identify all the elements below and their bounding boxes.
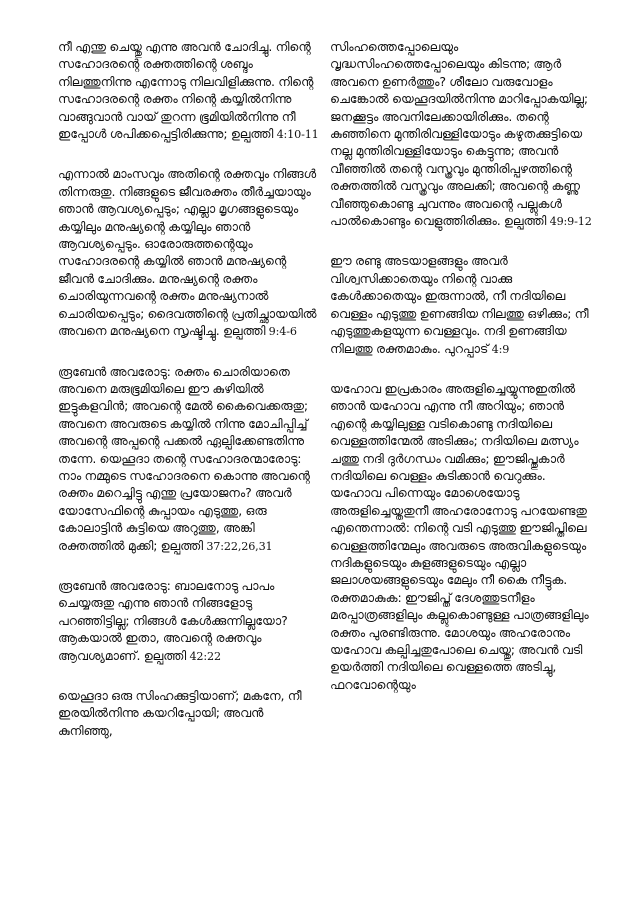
verse-paragraph — [330, 38, 592, 230]
verse-reference: 49:9-12 — [549, 215, 592, 229]
right-column — [330, 38, 592, 715]
verse-reference: 4:10-11 — [276, 128, 319, 142]
verse-paragraph — [330, 252, 592, 357]
verse-text: എന്നാൽ മാംസവും അതിന്റെ രക്തവും നിങ്ങൾ തിന്നരുതു. നിങ്ങളുടെ ജീവരക്തം തീർച്ചയായും ഞാൻ ആവശ്യപ്പെടും; എല്ലാ മൃഗങ്ങളുടെയും കയ്യിലും മനുഷ്യന്റെ കയ്യിലും ഞാൻ ആവശ്യപ്പെടും. ഓരോരുത്തന്റെയും സഹോദരന്റെ കയ്യിൽ ഞാൻ മനുഷ്യന്റെ ജീവൻ ചോദിക്കും. മനുഷ്യന്റെ രക്തം ചൊരിയുന്നവന്റെ രക്തം മനുഷ്യനാൽ ചൊരിയപ്പെടും; ദൈവത്തിന്റെ പ്രതിച്ഛായയിൽ അവനെ മനുഷ്യനെ സൃഷ്ടിച്ചു. ഉല്പത്തി — [58, 166, 317, 339]
verse-paragraph — [58, 165, 320, 340]
verse-text: യെഹൂദാ ഒരു സിംഹക്കുട്ടിയാണ്; മകനേ, നീ ഇരയിൽനിന്നു കയറിപ്പോയി; അവൻ കുനിഞ്ഞു, — [58, 688, 302, 738]
verse-paragraph — [58, 577, 320, 665]
verse-text: രൂബേൻ അവരോടു: ബാലനോടു പാപം ചെയ്യരുതു എന്നു ഞാൻ നിങ്ങളോടു പറഞ്ഞിട്ടില്ല; നിങ്ങൾ കേൾക്കുന്നില്ലയോ? ആകയാൽ ഇതാ, അവന്റെ രക്തവും ആവശ്യമാണ്. ഉല്പത്തി — [58, 577, 288, 663]
verse-paragraph — [58, 38, 320, 143]
left-column — [58, 38, 320, 761]
verse-text: നീ എന്തു ചെയ്തു എന്നു അവൻ ചോദിച്ചു. നിന്റെ സഹോദരന്റെ രക്തത്തിന്റെ ശബ്ദം നിലത്തുനിന്നു എന്നോടു നിലവിളിക്കുന്നു. നിന്റെ സഹോദരന്റെ രക്തം നിന്റെ കയ്യിൽനിന്നു വാങ്ങുവാൻ വായ് തുറന്ന ഭൂമിയിൽനിന്നു നീ ഇപ്പോൾ ശപിക്കപ്പെട്ടിരിക്കുന്നു; ഉല്പത്തി — [58, 39, 314, 142]
verse-paragraph — [58, 687, 320, 739]
verse-reference: 37:22,26,31 — [206, 539, 273, 553]
verse-text: സിംഹത്തെപ്പോലെയും വൃദ്ധസിംഹത്തെപ്പോലെയും കിടന്നു; ആർ അവനെ ഉണർത്തും? ശീലോ വരുവോളം ചെങ്കോൽ യെഹൂദയിൽനിന്നു മാറിപ്പോകയില്ല; ജനക്കൂട്ടം അവനിലേക്കായിരിക്കും. തന്റെ കുഞ്ഞിനെ മുന്തിരിവള്ളിയോടും കഴുതക്കുട്ടിയെ നല്ല മുന്തിരിവള്ളിയോടും കെട്ടുന്നു; അവൻ വീഞ്ഞിൽ തന്റെ വസ്ത്രവും മുന്തിരിപ്പഴത്തിന്റെ രക്തത്തിൽ വസ്ത്രവും അലക്കി; അവന്റെ കണ്ണു വീഞ്ഞുകൊണ്ടു ചുവന്നും അവന്റെ പല്ലുകൾ പാൽകൊണ്ടും വെളുത്തിരിക്കും. ഉല്പത്തി — [330, 39, 588, 229]
verse-reference: 42:22 — [189, 649, 221, 663]
verse-text: ഈ രണ്ടു അടയാളങ്ങളും അവർ വിശ്വസിക്കാതെയും നിന്റെ വാക്കു കേൾക്കാതെയും ഇരുന്നാൽ, നീ നദിയിലെ വെള്ളം എടുത്തു ഉണങ്ങിയ നിലത്തു ഒഴിക്കും; നീ എടുത്തുകളയുന്ന വെള്ളവും. നദി ഉണങ്ങിയ നിലത്തു രക്തമാകും. പുറപ്പാട് — [330, 253, 589, 356]
verse-reference: 9:4-6 — [268, 325, 297, 339]
verse-text: യഹോവ ഇപ്രകാരം അരുളിച്ചെയ്യുന്നുഇതിൽ ഞാൻ യഹോവ എന്നു നീ അറിയും; ഞാൻ എന്റെ കയ്യിലുള്ള വടികൊണ്ടു നദിയിലെ വെള്ളത്തിന്മേൽ അടിക്കും; നദിയിലെ മത്സ്യം ചത്തു നദി ദുർഗന്ധം വമിക്കും; ഈജിപ്തുകാർ നദിയിലെ വെള്ളം കുടിക്കാൻ വെറുക്കും. യഹോവ പിന്നെയും മോശെയോടു അരുളിച്ചെയ്തതുനീ അഹരോനോടു പറയേണ്ടതു എന്തെന്നാൽ: നിന്റെ വടി എടുത്തു ഈജിപ്തിലെ വെള്ളത്തിന്മേലും അവരുടെ അരുവികളുടെയും നദികളുടെയും കുളങ്ങളുടെയും എല്ലാ ജലാശയങ്ങളുടെയും മേലും നീ കൈ നീട്ടുക. രക്തമാകുക: ഈജിപ്ത് ദേശത്തുടനീളം മരപ്പാത്രങ്ങളിലും കല്ലുകൊണ്ടുള്ള പാത്രങ്ങളിലും രക്തം പുരണ്ടിരുന്നു. മോശയും അഹരോനും യഹോവ കല്പിച്ചതുപോലെ ചെയ്തു; അവൻ വടി ഉയർത്തി നദിയിലെ വെള്ളത്തെ അടിച്ചു, ഫറവോന്റെയും — [330, 380, 589, 692]
verse-reference: 4:9 — [491, 342, 510, 356]
verse-text: രൂബേൻ അവരോടു: രക്തം ചൊരിയാതെ അവനെ മരുഭൂമിയിലെ ഈ കുഴിയിൽ ഇട്ടുകളവിൻ; അവന്റെ മേൽ കൈവെക്കരുതു; അവനെ അവരുടെ കയ്യിൽ നിന്നു മോചിപ്പിച്ച് അവന്റെ അപ്പന്റെ പക്കൽ ഏല്പിക്കേണ്ടതിന്നു തന്നേ. യെഹൂദാ തന്റെ സഹോദരന്മാരോടു: നാം നമ്മുടെ സഹോദരനെ കൊന്നു അവന്റെ രക്തം മറെച്ചിട്ടു എന്തു പ്രയോജനം? അവർ യോസേഫിന്റെ കുപ്പായം എടുത്തു, ഒരു കോലാട്ടിൻ കുട്ടിയെ അറുത്തു, അങ്കി രക്തത്തിൽ മുക്കി; ഉല്പത്തി — [58, 363, 310, 553]
verse-paragraph — [330, 380, 592, 693]
verse-paragraph — [58, 363, 320, 555]
